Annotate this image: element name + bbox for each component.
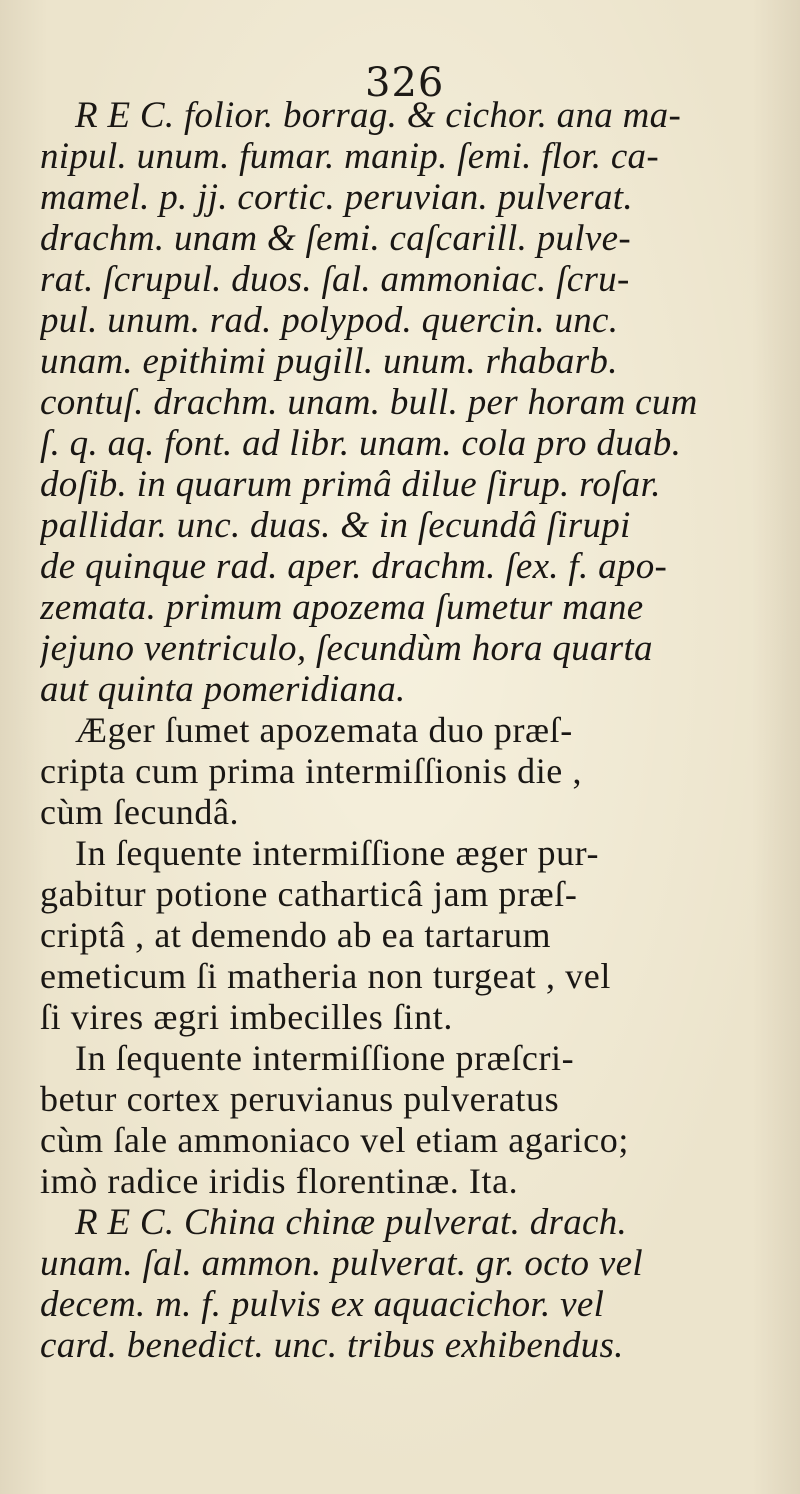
recipe-line: jejuno ventriculo, ſecundùm hora quarta bbox=[40, 628, 653, 669]
paragraph-line: Æger ſumet apozemata duo præſ- bbox=[75, 710, 573, 750]
paragraph-line: ſi vires ægri imbecilles ſint. bbox=[40, 997, 453, 1037]
paragraph-line: cripta cum prima intermiſſionis die , bbox=[40, 751, 583, 791]
recipe-line: R E C. China chinæ pulverat. drach. bbox=[75, 1202, 628, 1243]
paragraph-line: gabitur potione catharticâ jam præſ- bbox=[40, 874, 578, 914]
paragraph-line: cùm ſecundâ. bbox=[40, 792, 240, 832]
recipe-line: unam. ſal. ammon. pulverat. gr. octo vel bbox=[40, 1243, 643, 1284]
recipe-line: nipul. unum. fumar. manip. ſemi. flor. ca- bbox=[40, 136, 659, 177]
recipe-line: rat. ſcrupul. duos. ſal. ammoniac. ſcru- bbox=[40, 259, 630, 300]
recipe-line: doſib. in quarum primâ dilue ſirup. roſar. bbox=[40, 464, 661, 505]
recipe-line: R E C. folior. borrag. & cichor. ana ma- bbox=[75, 95, 682, 136]
paragraph-line: betur cortex peruvianus pulveratus bbox=[40, 1079, 560, 1119]
recipe-line: unam. epithimi pugill. unum. rhabarb. bbox=[40, 341, 618, 382]
recipe-line: ſ. q. aq. font. ad libr. unam. cola pro duab. bbox=[40, 423, 682, 464]
recipe-line: de quinque rad. aper. drachm. ſex. f. apo- bbox=[40, 546, 668, 587]
recipe-line: pallidar. unc. duas. & in ſecundâ ſirupi bbox=[40, 505, 631, 546]
recipe-line: decem. m. f. pulvis ex aquacichor. vel bbox=[40, 1284, 605, 1325]
page-number: 326 bbox=[365, 60, 445, 106]
recipe-line: pul. unum. rad. polypod. quercin. unc. bbox=[40, 300, 619, 341]
paragraph-line: In ſequente intermiſſione præſcri- bbox=[75, 1038, 575, 1078]
recipe-line: aut quinta pomeridiana. bbox=[40, 669, 406, 710]
paragraph-line: emeticum ſi matheria non turgeat , vel bbox=[40, 956, 611, 996]
recipe-line: zemata. primum apozema ſumetur mane bbox=[40, 587, 644, 628]
recipe-line: mamel. p. jj. cortic. peruvian. pulverat. bbox=[40, 177, 633, 218]
paragraph-line: imò radice iridis florentinæ. Ita. bbox=[40, 1161, 519, 1201]
recipe-line: drachm. unam & ſemi. caſcarill. pulve- bbox=[40, 218, 631, 259]
page-text bbox=[40, 95, 780, 1366]
paragraph-line: In ſequente intermiſſione æger pur- bbox=[75, 833, 600, 873]
recipe-line: contuſ. drachm. unam. bull. per horam cum bbox=[40, 382, 698, 423]
recipe-line: card. benedict. unc. tribus exhibendus. bbox=[40, 1325, 624, 1366]
paragraph-line: cùm ſale ammoniaco vel etiam agarico; bbox=[40, 1120, 629, 1160]
paragraph-line: criptâ , at demendo ab ea tartarum bbox=[40, 915, 552, 955]
